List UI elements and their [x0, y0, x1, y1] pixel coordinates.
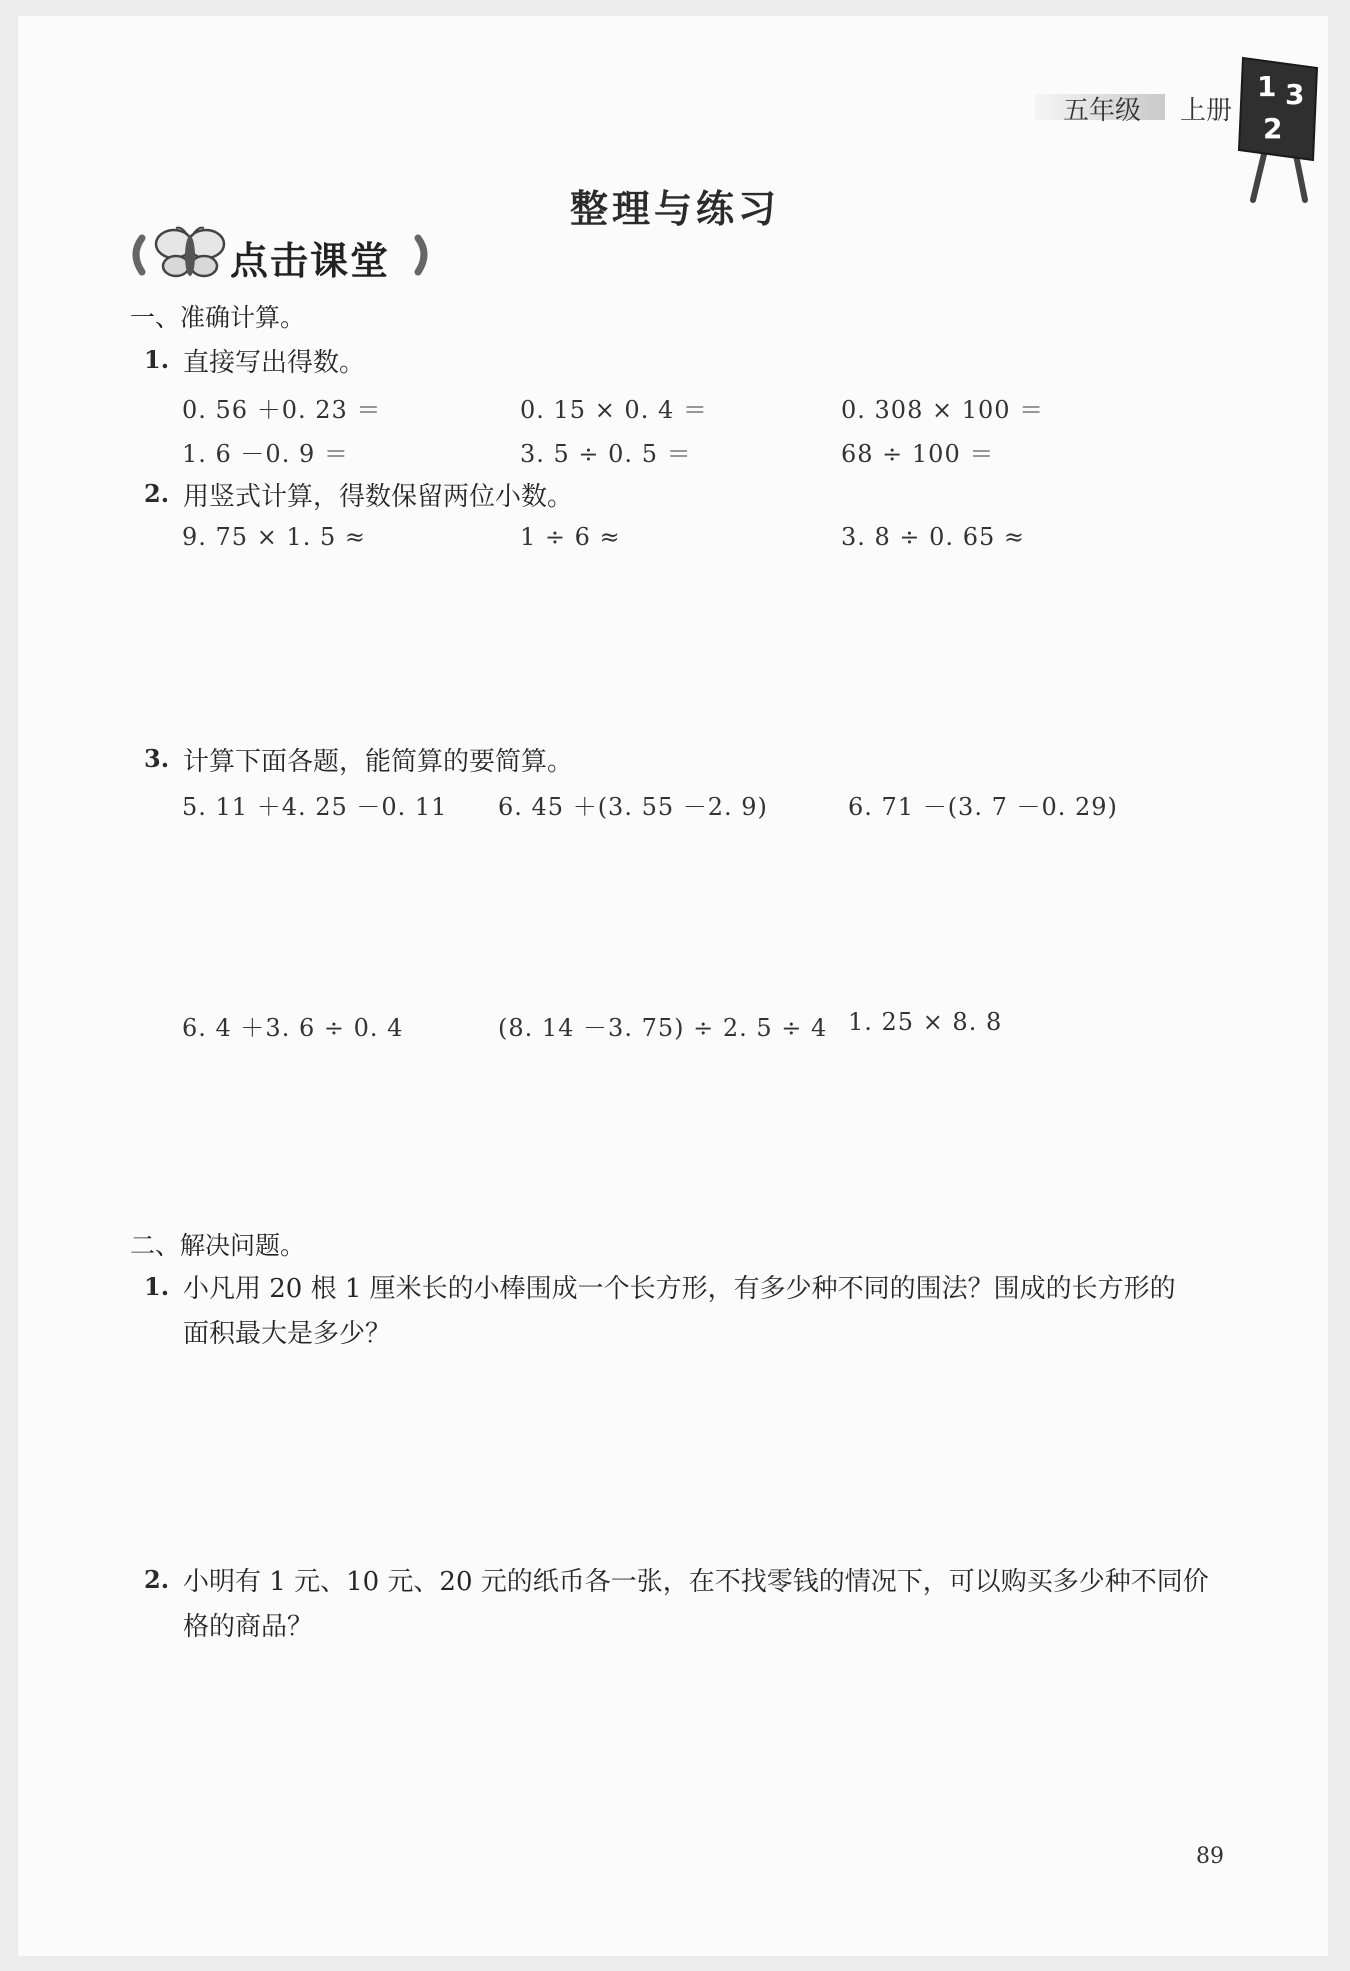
- q1-text: 直接写出得数。: [183, 348, 366, 378]
- p2-q1-line2: 面积最大是多少？: [183, 1319, 392, 1349]
- grade-label: 五年级: [1063, 96, 1142, 126]
- board-number-2: 2: [1263, 112, 1283, 145]
- part2-heading: 二、解决问题。: [130, 1231, 306, 1260]
- expression: 0. 15 × 0. 4 ＝: [520, 396, 708, 424]
- board-number-1: 1: [1257, 70, 1277, 103]
- part1-heading: 一、准确计算。: [130, 303, 306, 332]
- q3-number: 3.: [144, 744, 170, 773]
- expression: 3. 8 ÷ 0. 65 ≈: [841, 523, 1025, 551]
- page-number: 89: [1196, 1844, 1224, 1869]
- expression: 0. 56 ＋0. 23 ＝: [182, 396, 382, 424]
- board-number-3: 3: [1285, 78, 1305, 111]
- p2-q2-line2: 格的商品？: [183, 1612, 314, 1642]
- p2-q1-line1: 小凡用 20 根 1 厘米长的小棒围成一个长方形，有多少种不同的围法？围成的长方形的: [183, 1274, 1176, 1304]
- expression: 6. 71 －(3. 7 －0. 29): [848, 793, 1118, 821]
- section-badge: [128, 224, 428, 284]
- term-label: 上册: [1180, 96, 1233, 126]
- p2-q2-line1: 小明有 1 元、10 元、20 元的纸币各一张，在不找零钱的情况下，可以购买多少种不同价: [183, 1567, 1209, 1597]
- expression: 1. 25 × 8. 8: [848, 1008, 1003, 1036]
- expression: 68 ÷ 100 ＝: [841, 440, 995, 468]
- expression: 3. 5 ÷ 0. 5 ＝: [520, 440, 692, 468]
- expression: 6. 45 ＋(3. 55 －2. 9): [498, 793, 768, 821]
- expression: (8. 14 －3. 75) ÷ 2. 5 ÷ 4: [498, 1014, 828, 1042]
- page-title: 整理与练习: [569, 187, 780, 231]
- q2-number: 2.: [144, 479, 170, 508]
- butterfly-icon: [150, 224, 230, 284]
- p2-q2-number: 2.: [144, 1565, 170, 1594]
- p2-q1-number: 1.: [144, 1272, 170, 1301]
- q3-text: 计算下面各题，能简算的要简算。: [183, 747, 574, 777]
- expression: 1 ÷ 6 ≈: [520, 523, 621, 551]
- expression: 1. 6 －0. 9 ＝: [182, 440, 349, 468]
- expression: 9. 75 × 1. 5 ≈: [182, 523, 366, 551]
- expression: 0. 308 × 100 ＝: [841, 396, 1045, 424]
- expression: 6. 4 ＋3. 6 ÷ 0. 4: [182, 1014, 404, 1042]
- badge-label: 点击课堂: [230, 239, 391, 283]
- q2-text: 用竖式计算，得数保留两位小数。: [183, 482, 574, 512]
- expression: 5. 11 ＋4. 25 －0. 11: [182, 793, 448, 821]
- grade-tag: [1035, 90, 1235, 126]
- q1-number: 1.: [144, 345, 170, 374]
